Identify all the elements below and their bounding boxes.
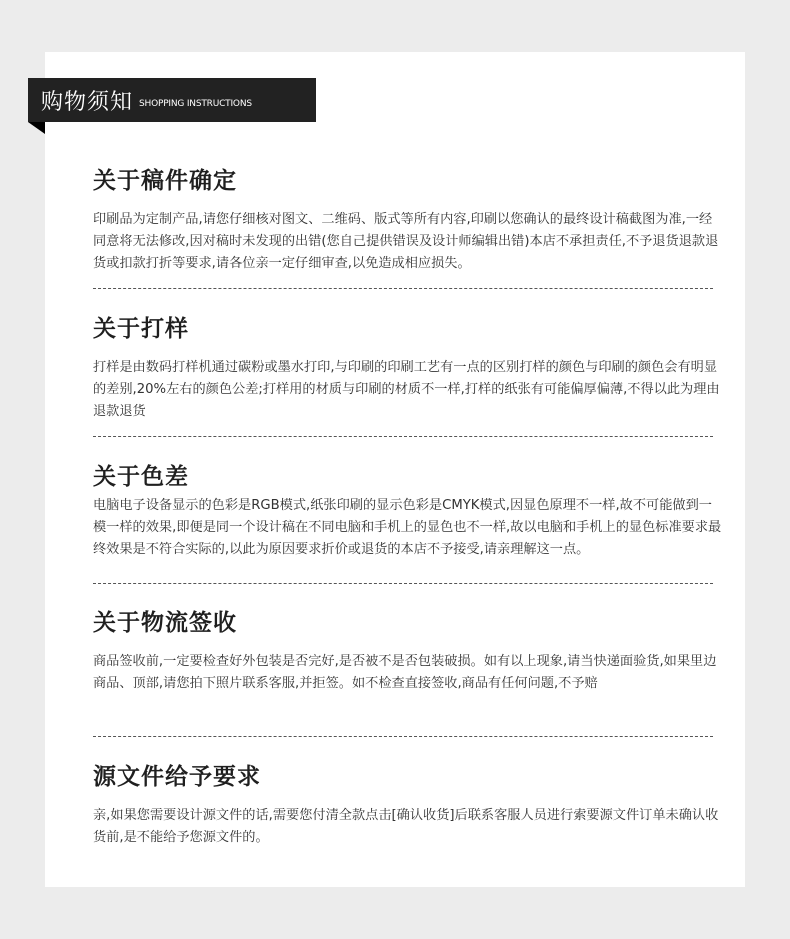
header-banner [28, 78, 316, 122]
section-divider [93, 736, 713, 737]
section-title: 源文件给予要求 [93, 764, 261, 790]
section-artwork-confirmation [93, 162, 733, 275]
shopping-instructions-card [41, 52, 745, 887]
section-title: 关于物流签收 [93, 610, 237, 636]
section-title: 关于打样 [93, 316, 189, 342]
header-subtitle: SHOPPING INSTRUCTIONS [139, 99, 252, 109]
section-body: 亲,如果您需要设计源文件的话,需要您付清全款点击[确认收货]后联系客服人员进行索要源文件订单未确认收货前,是不能给予您源文件的。 [93, 808, 719, 845]
section-source-files [93, 758, 733, 849]
section-divider [93, 288, 713, 289]
section-body: 打样是由数码打样机通过碳粉或墨水打印,与印刷的印刷工艺有一点的区别打样的颜色与印刷的颜色会有明显的差别,20%左右的颜色公差;打样用的材质与印刷的材质不一样,打样的纸张有可能偏厚偏薄,不得以此为理由退款退货 [93, 360, 720, 419]
section-divider [93, 436, 713, 437]
banner-fold-decoration [28, 122, 45, 134]
section-divider [93, 583, 713, 584]
section-body: 电脑电子设备显示的色彩是RGB模式,纸张印刷的显示色彩是CMYK模式,因显色原理不一样,故不可能做到一模一样的效果,即便是同一个设计稿在不同电脑和手机上的显色也不一样,故以电脑和手机上的显色标准要求最终效果是不符合实际的,以此为原因要求折价或退货的本店不予接受,请亲理解这一点。 [93, 498, 722, 557]
section-body: 印刷品为定制产品,请您仔细核对图文、二维码、版式等所有内容,印刷以您确认的最终设计稿截图为准,一经同意将无法修改,因对稿时未发现的出错(您自己提供错误及设计师编辑出错)本店不承担责任,不予退货退款退货或扣款打折等要求,请各位亲一定仔细审查,以免造成相应损失。 [93, 212, 719, 271]
section-proofing [93, 310, 733, 423]
section-title: 关于稿件确定 [93, 168, 237, 194]
section-logistics-receipt [93, 604, 733, 695]
header-title: 购物须知 [41, 89, 134, 115]
section-color-difference [93, 458, 733, 561]
section-title: 关于色差 [93, 464, 189, 490]
section-body: 商品签收前,一定要检查好外包装是否完好,是否被不是否包装破损。如有以上现象,请当快递面验货,如果里边商品、顶部,请您拍下照片联系客服,并拒签。如不检查直接签收,商品有任何问题,不予赔 [93, 654, 717, 691]
